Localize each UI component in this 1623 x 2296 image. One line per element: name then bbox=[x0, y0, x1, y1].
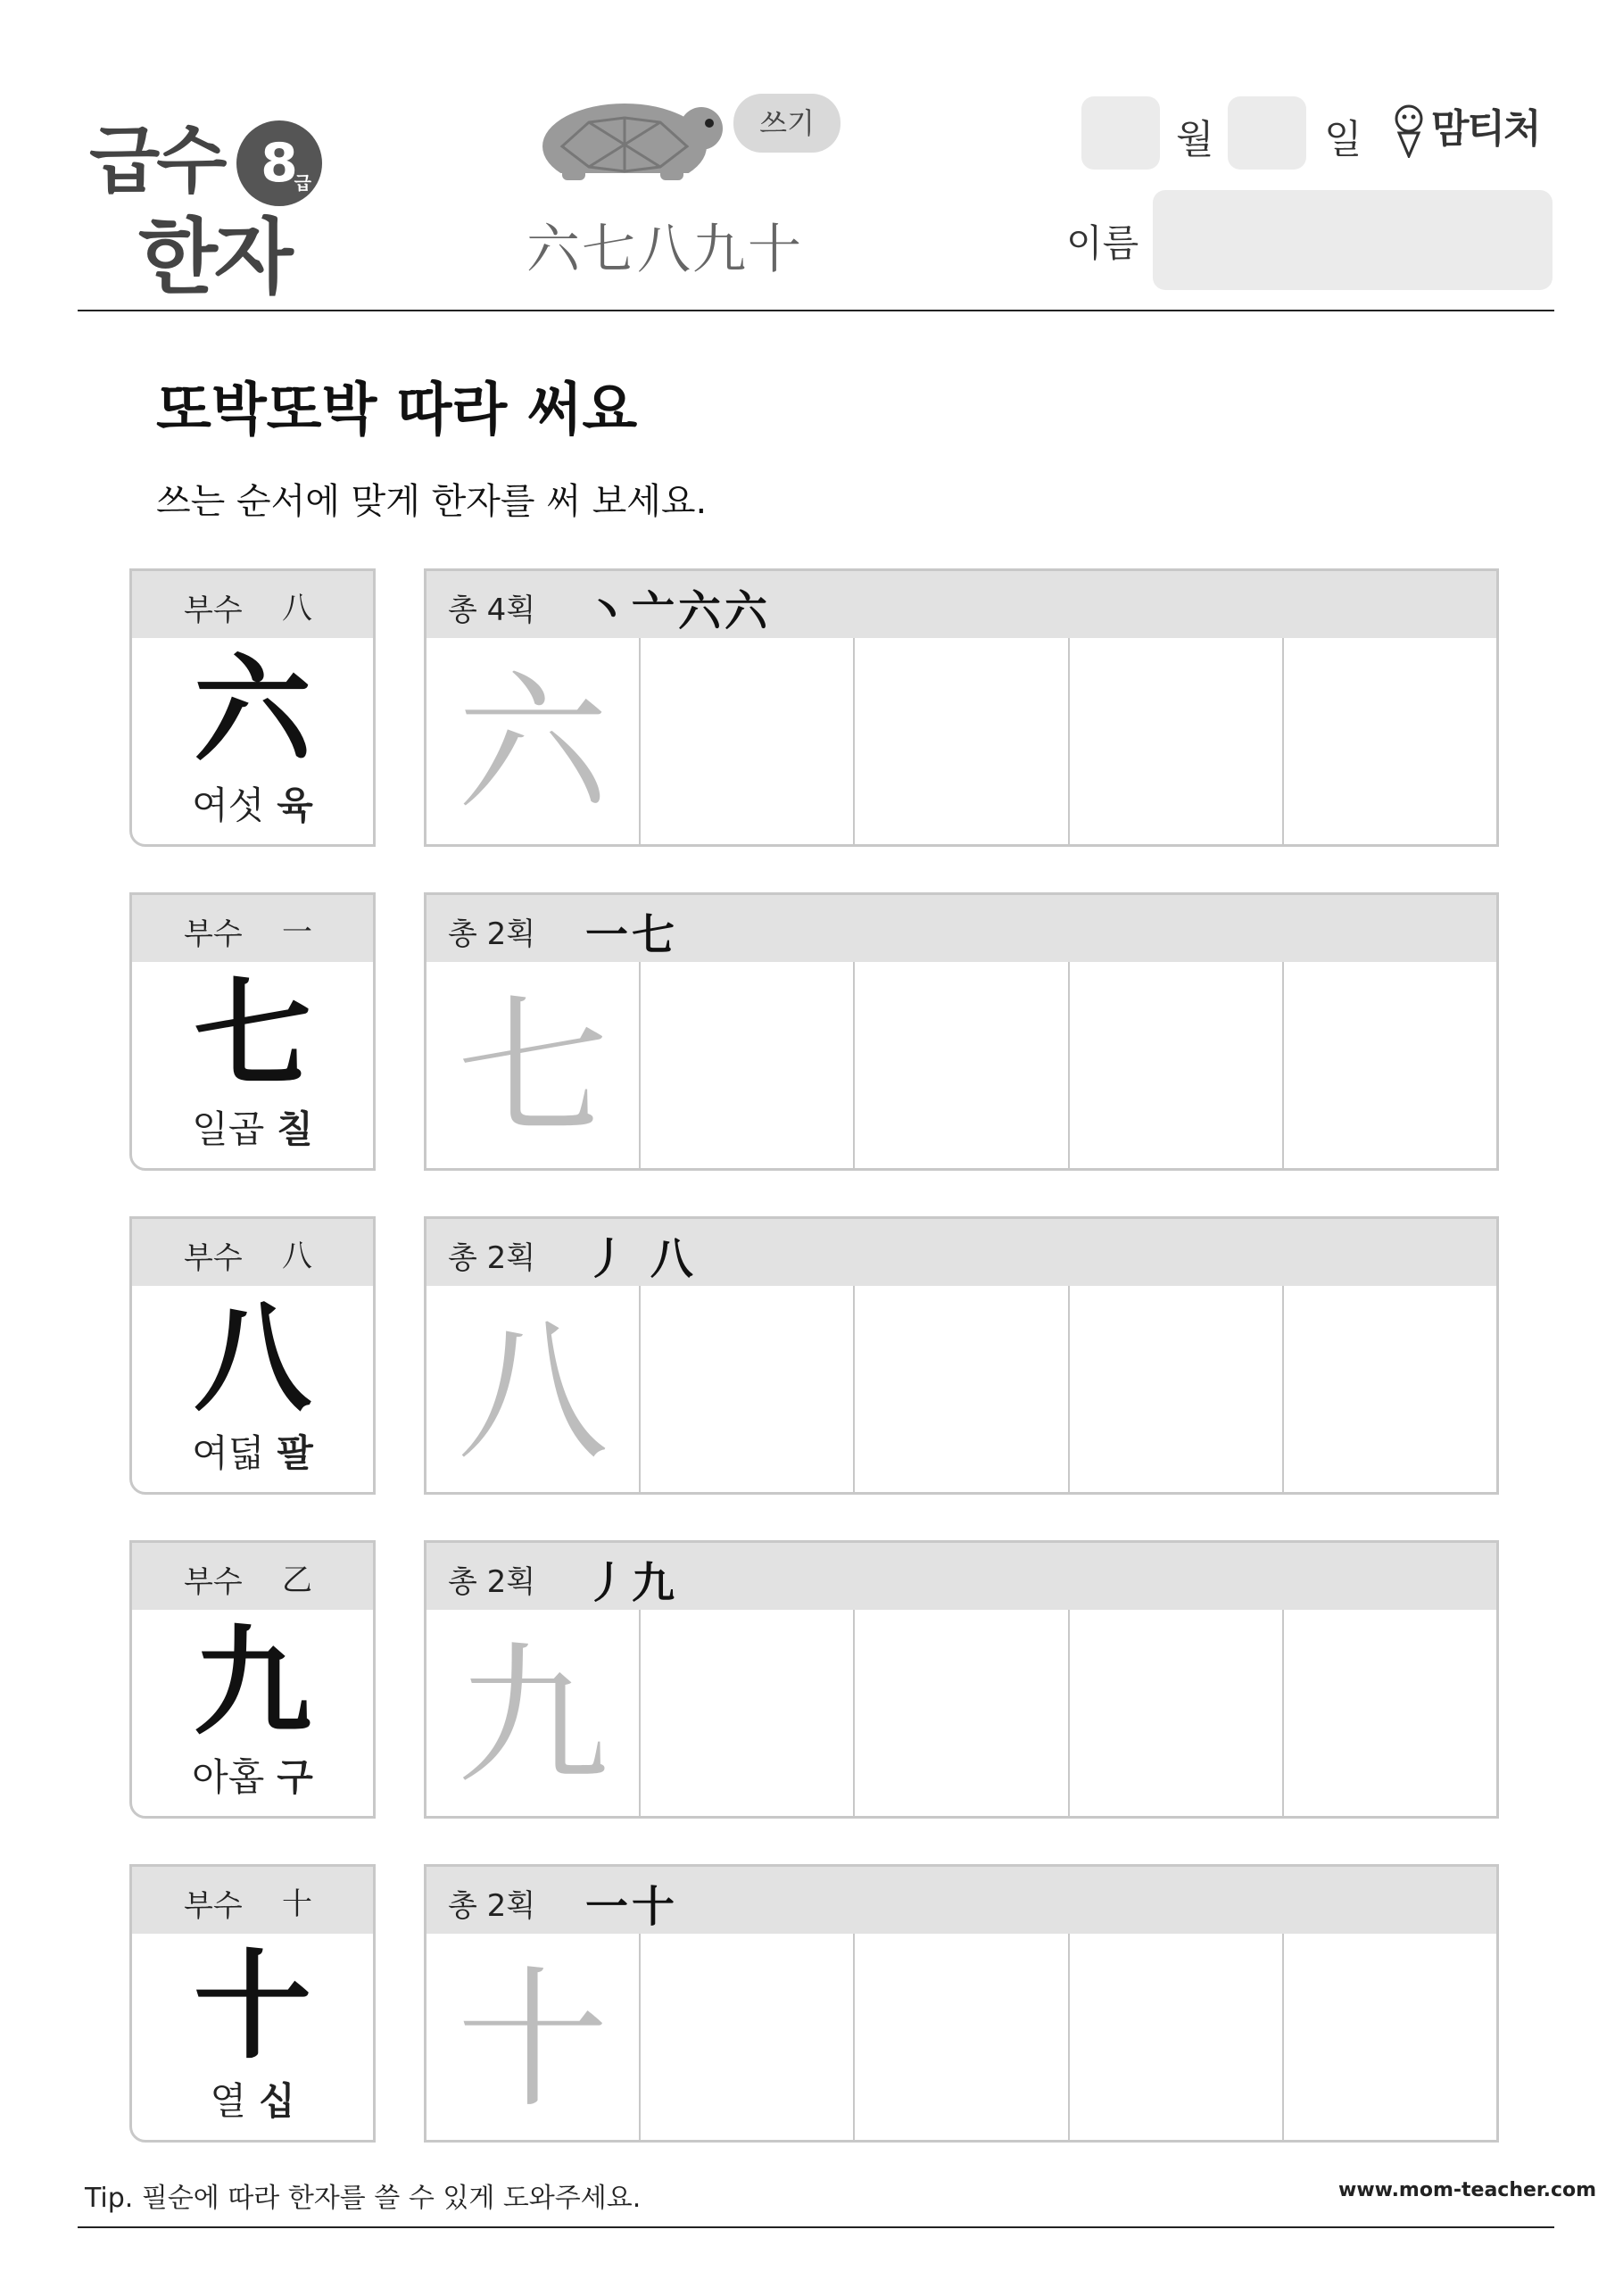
trace-cell[interactable] bbox=[426, 638, 641, 844]
writing-cell[interactable] bbox=[641, 1610, 855, 1816]
char-meaning bbox=[132, 2072, 373, 2126]
day-input[interactable] bbox=[1228, 96, 1306, 170]
radical-label: 부수 bbox=[184, 593, 243, 628]
char-meaning bbox=[132, 1100, 373, 1154]
trace-cell[interactable] bbox=[426, 1610, 641, 1816]
writing-cell[interactable] bbox=[1070, 1610, 1284, 1816]
writing-cell[interactable] bbox=[1284, 1934, 1496, 2140]
character-card bbox=[129, 1216, 376, 1495]
writing-cell[interactable] bbox=[1070, 638, 1284, 844]
trace-char: 九 bbox=[457, 1629, 609, 1805]
character-card bbox=[129, 1540, 376, 1819]
practice-header bbox=[426, 1219, 1496, 1286]
character-card bbox=[129, 568, 376, 847]
radical-char: 乙 bbox=[282, 1562, 312, 1598]
card-header bbox=[132, 1867, 373, 1934]
reading-text: 육 bbox=[277, 783, 313, 827]
stroke-order: 一七 bbox=[585, 910, 679, 960]
writing-cell[interactable] bbox=[1070, 1934, 1284, 2140]
page-title: 또박또박 따라 써요 bbox=[156, 377, 638, 443]
website-link[interactable]: www.mom-teacher.com bbox=[1338, 2179, 1597, 2201]
character-card bbox=[129, 892, 376, 1171]
month-label: 월 bbox=[1176, 117, 1214, 162]
header-chars: 六七八九十 bbox=[526, 219, 803, 281]
stroke-order: 丶亠六六 bbox=[585, 586, 772, 636]
practice-area bbox=[424, 1216, 1499, 1495]
practice-header bbox=[426, 895, 1496, 962]
writing-cell[interactable] bbox=[855, 962, 1069, 1168]
trace-char: 七 bbox=[457, 981, 609, 1157]
grade-unit: 급 bbox=[294, 172, 311, 194]
writing-cell[interactable] bbox=[1284, 638, 1496, 844]
practice-header bbox=[426, 571, 1496, 638]
logo bbox=[89, 103, 330, 305]
writing-cell[interactable] bbox=[641, 1286, 855, 1492]
writing-cell[interactable] bbox=[855, 1286, 1069, 1492]
brand-name: 맘티처 bbox=[1431, 106, 1540, 152]
reading-text: 칠 bbox=[277, 1107, 313, 1151]
trace-char: 八 bbox=[457, 1305, 609, 1481]
radical-label: 부수 bbox=[184, 916, 243, 952]
reading-text: 십 bbox=[259, 2079, 295, 2123]
reading-text: 구 bbox=[277, 1755, 313, 1799]
practice-header bbox=[426, 1867, 1496, 1934]
stroke-count: 총 4획 bbox=[448, 593, 536, 628]
card-header bbox=[132, 895, 373, 962]
writing-cell[interactable] bbox=[855, 1934, 1069, 2140]
meaning-text: 여덟 bbox=[192, 1431, 265, 1475]
stroke-order: 丿九 bbox=[585, 1558, 679, 1608]
trace-char: 六 bbox=[457, 657, 609, 833]
page-subtitle: 쓰는 순서에 맞게 한자를 써 보세요. bbox=[156, 481, 708, 522]
stroke-count: 총 2획 bbox=[448, 916, 536, 952]
turtle-icon bbox=[526, 91, 732, 180]
writing-cell[interactable] bbox=[1284, 1610, 1496, 1816]
meaning-text: 아홉 bbox=[192, 1755, 265, 1799]
character-row bbox=[129, 892, 1499, 1174]
month-input[interactable] bbox=[1081, 96, 1160, 170]
stroke-order: 一十 bbox=[585, 1882, 679, 1932]
trace-cell[interactable] bbox=[426, 962, 641, 1168]
brand-logo bbox=[1392, 96, 1540, 158]
hanja-char: 九 bbox=[194, 1613, 311, 1752]
logo-line1: 급수 bbox=[89, 119, 224, 203]
practice-header bbox=[426, 1543, 1496, 1610]
radical-label: 부수 bbox=[184, 1564, 243, 1600]
writing-cell[interactable] bbox=[641, 638, 855, 844]
trace-char: 十 bbox=[457, 1952, 609, 2129]
character-row bbox=[129, 1216, 1499, 1498]
header-divider bbox=[78, 310, 1554, 311]
name-input[interactable] bbox=[1153, 190, 1553, 290]
practice-area bbox=[424, 1540, 1499, 1819]
character-row bbox=[129, 568, 1499, 850]
radical-char: 十 bbox=[282, 1886, 312, 1922]
writing-cell[interactable] bbox=[855, 1610, 1069, 1816]
writing-cell[interactable] bbox=[855, 638, 1069, 844]
grade-number: 8 bbox=[261, 132, 298, 195]
writing-cell[interactable] bbox=[1284, 1286, 1496, 1492]
stroke-count: 총 2획 bbox=[448, 1240, 536, 1276]
hanja-char: 十 bbox=[194, 1937, 311, 2076]
practice-area bbox=[424, 1864, 1499, 2143]
footer-divider bbox=[78, 2226, 1554, 2228]
trace-cell[interactable] bbox=[426, 1286, 641, 1492]
stroke-count: 총 2획 bbox=[448, 1564, 536, 1600]
stroke-count: 총 2획 bbox=[448, 1888, 536, 1924]
meaning-text: 일곱 bbox=[192, 1107, 265, 1151]
radical-char: 八 bbox=[282, 591, 312, 626]
reading-text: 팔 bbox=[277, 1431, 313, 1475]
radical-char: 八 bbox=[282, 1239, 312, 1274]
tip-text: Tip. 필순에 따라 한자를 쓸 수 있게 도와주세요. bbox=[85, 2183, 642, 2214]
radical-label: 부수 bbox=[184, 1888, 243, 1924]
day-label: 일 bbox=[1324, 117, 1362, 162]
character-row bbox=[129, 1540, 1499, 1822]
character-card bbox=[129, 1864, 376, 2143]
character-row bbox=[129, 1864, 1499, 2146]
radical-char: 一 bbox=[282, 915, 312, 950]
pencil-mascot-icon bbox=[1392, 104, 1426, 158]
logo-line2: 한자 bbox=[138, 210, 290, 305]
name-label: 이름 bbox=[1066, 221, 1139, 265]
writing-cell[interactable] bbox=[641, 1934, 855, 2140]
hanja-char: 八 bbox=[194, 1289, 311, 1428]
hanja-char: 七 bbox=[194, 966, 311, 1104]
char-meaning bbox=[132, 1748, 373, 1802]
writing-cell[interactable] bbox=[641, 962, 855, 1168]
radical-label: 부수 bbox=[184, 1240, 243, 1276]
practice-area bbox=[424, 892, 1499, 1171]
meaning-text: 열 bbox=[210, 2079, 246, 2123]
hanja-char: 六 bbox=[194, 642, 311, 780]
card-header bbox=[132, 1219, 373, 1286]
char-meaning bbox=[132, 1424, 373, 1478]
card-header bbox=[132, 571, 373, 638]
card-header bbox=[132, 1543, 373, 1610]
trace-cell[interactable] bbox=[426, 1934, 641, 2140]
writing-cell[interactable] bbox=[1284, 962, 1496, 1168]
practice-area bbox=[424, 568, 1499, 847]
writing-cell[interactable] bbox=[1070, 962, 1284, 1168]
writing-cell[interactable] bbox=[1070, 1286, 1284, 1492]
meaning-text: 여섯 bbox=[192, 783, 265, 827]
activity-label: 쓰기 bbox=[733, 94, 840, 153]
char-meaning bbox=[132, 776, 373, 830]
stroke-order: 丿 八 bbox=[585, 1234, 697, 1284]
